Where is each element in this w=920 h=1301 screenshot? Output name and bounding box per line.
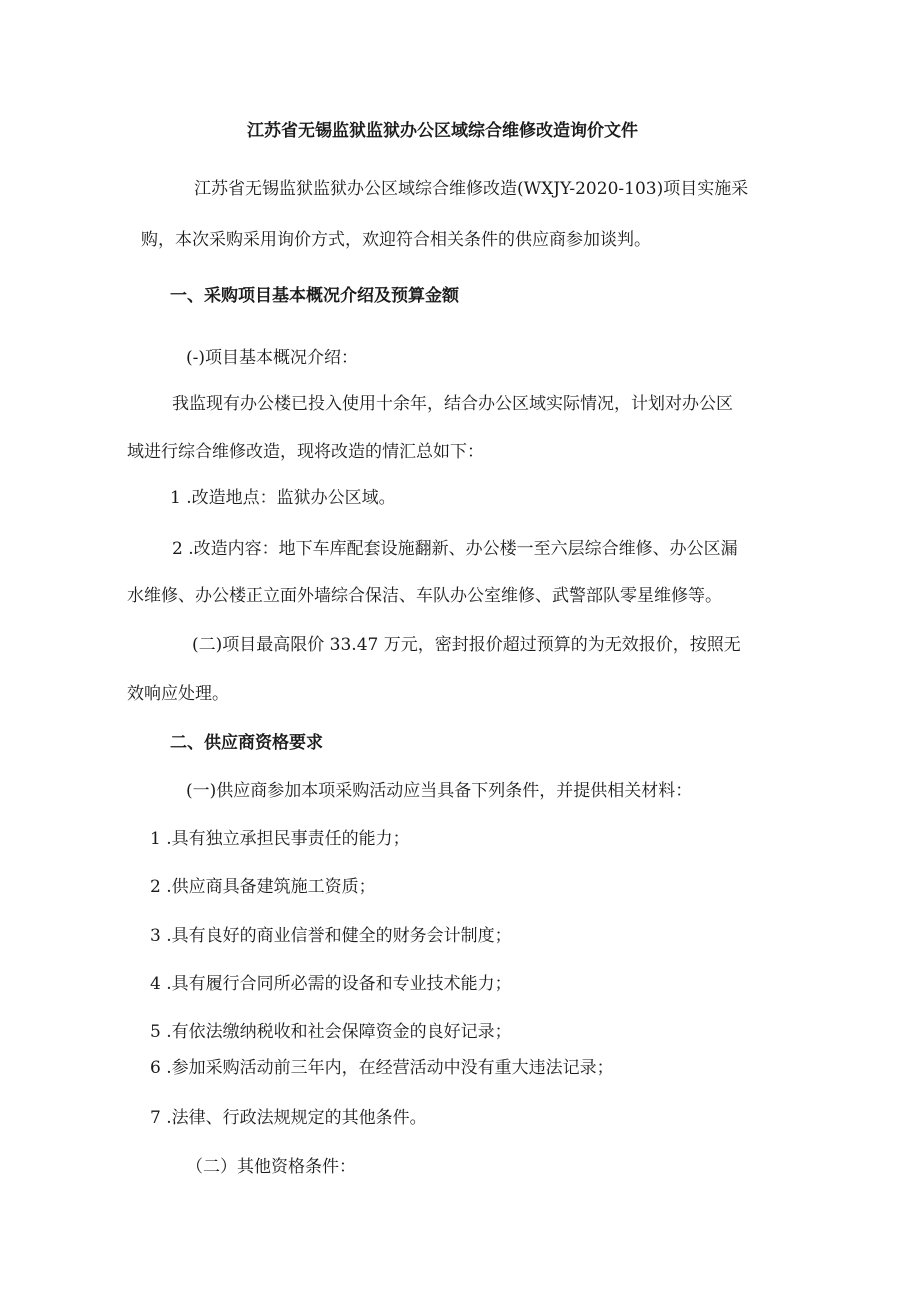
section-1-item-1: 1 .改造地点：监狱办公区域。	[170, 488, 396, 508]
requirement-item: 1 .具有独立承担民事责任的能力；	[150, 829, 410, 849]
section-1-sub-2-line-2: 效响应处理。	[127, 684, 229, 704]
section-2-heading: 二、供应商资格要求	[170, 733, 323, 753]
intro-line-2: 购，本次采购采用询价方式，欢迎符合相关条件的供应商参加谈判。	[141, 230, 651, 250]
requirement-item: 6 .参加采购活动前三年内，在经营活动中没有重大违法记录；	[150, 1058, 614, 1078]
document-title: 江苏省无锡监狱监狱办公区域综合维修改造询价文件	[247, 121, 638, 141]
intro-line-1: 江苏省无锡监狱监狱办公区域综合维修改造(WXJY-2020-103)项目实施采	[194, 179, 749, 199]
requirement-item: 4 .具有履行合同所必需的设备和专业技术能力；	[150, 974, 512, 994]
section-1-paragraph-line-1: 我监现有办公楼已投入使用十余年，结合办公区域实际情况，计划对办公区	[172, 394, 733, 414]
section-1-heading: 一、采购项目基本概况介绍及预算金额	[170, 286, 459, 306]
section-1-item-2-line-2: 水维修、办公楼正立面外墙综合保洁、车队办公室维修、武警部队零星维修等。	[127, 586, 722, 606]
section-1-paragraph-line-2: 域进行综合维修改造，现将改造的情汇总如下：	[127, 442, 484, 462]
section-2-sub-2-heading: （二）其他资格条件：	[186, 1157, 356, 1177]
section-2-sub-1-heading: (一)供应商参加本项采购活动应当具备下列条件，并提供相关材料：	[186, 781, 693, 801]
section-1-item-2-line-1: 2 .改造内容：地下车库配套设施翻新、办公楼一至六层综合维修、办公区漏	[172, 539, 738, 559]
section-1-sub-1-heading: (-)项目基本概况介绍：	[186, 348, 359, 368]
requirement-item: 3 .具有良好的商业信誉和健全的财务会计制度；	[150, 926, 512, 946]
requirement-item: 2 .供应商具备建筑施工资质；	[150, 877, 376, 897]
section-1-sub-2-line-1: (二)项目最高限价 33.47 万元，密封报价超过预算的为无效报价，按照无	[192, 635, 741, 655]
requirement-item: 5 .有依法缴纳税收和社会保障资金的良好记录；	[150, 1022, 512, 1042]
requirement-item: 7 .法律、行政法规规定的其他条件。	[150, 1108, 427, 1128]
